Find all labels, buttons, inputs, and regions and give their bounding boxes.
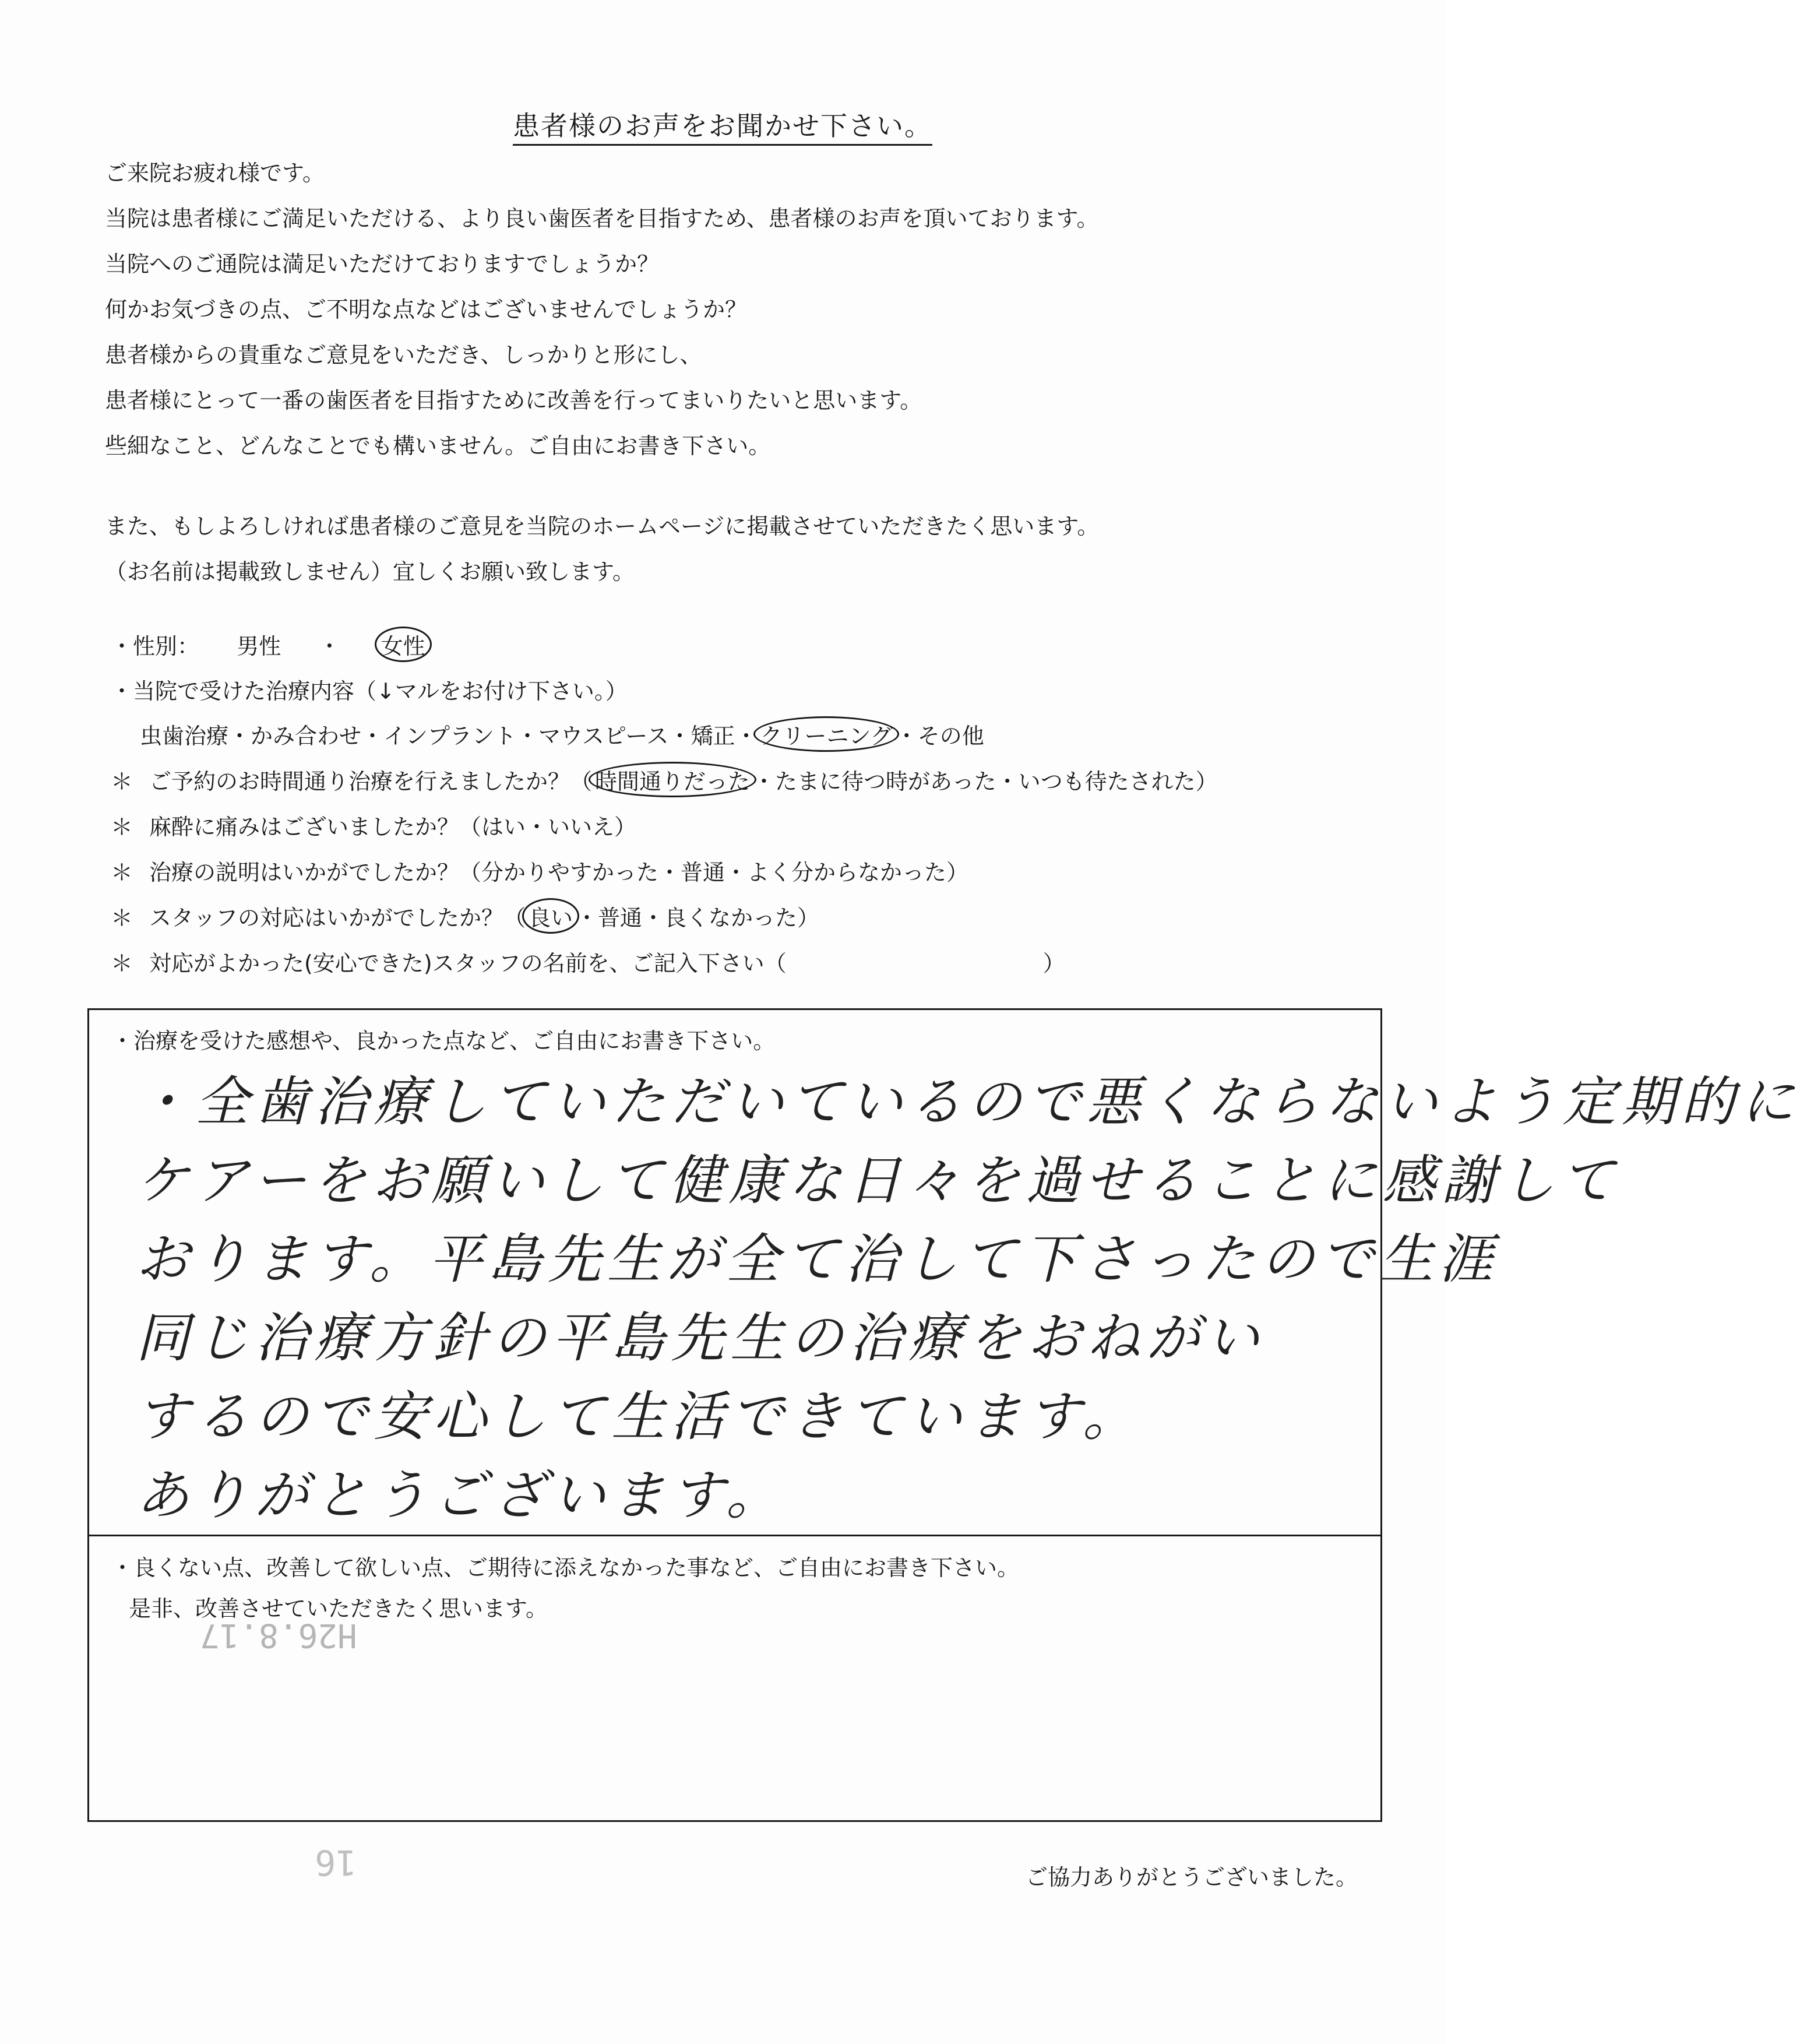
question-staff [111,900,819,932]
question-explanation [111,854,968,886]
handwritten-line: ・全歯治療していただいているので悪くならないよう定期的に [136,1071,1800,1133]
intro-line: ご来院お疲れ様です。 [105,160,325,186]
handwritten-line: おります。平島先生が全て治して下さったので生涯 [136,1228,1499,1290]
question-text: 対応がよかった(安心できた)スタッフの名前を、ご記入下さい（ [149,951,787,976]
handwritten-line: するので安心して生活できています。 [136,1385,1142,1448]
improvements-label-2: 是非、改善させていただきたく思います。 [129,1596,548,1621]
impressions-label: ・治療を受けた感想や、良かった点など、ご自由にお書き下さい。 [111,1028,776,1054]
handwritten-line: ありがとうございます。 [136,1464,785,1526]
impressions-handwritten[interactable] [136,1063,1800,1535]
answer-on-time[interactable]: 時間通りだった [589,762,756,797]
question-text: スタッフの対応はいかがでしたか？（ [149,905,526,931]
number-stamp: 16 [315,1842,357,1883]
question-appointment [111,764,1218,796]
question-text[interactable]: 治療の説明はいかがでしたか？（分かりやすかった・普通・よく分からなかった） [149,860,969,885]
intro-line: 患者様にとって一番の歯医者を目指すために改善を行ってまいりたいと思います。 [105,388,922,413]
page-title-text: 患者様のお声をお聞かせ下さい。 [513,110,932,146]
date-stamp: H26.8.17 [200,1616,357,1654]
intro-line: 患者様からの貴重なご意見をいただき、しっかりと形にし、 [105,342,702,368]
intro-line: （お名前は掲載致しません）宜しくお願い致します。 [105,559,635,585]
treatment-option-cleaning[interactable]: クリーニング [753,716,899,752]
improvements-label: ・良くない点、改善して欲しい点、ご期待に添えなかった事など、ご自由にお書き下さい。 [111,1555,1020,1581]
question-mark: ＊ [111,860,133,885]
intro-line: 当院へのご通院は満足いただけておりますでしょうか？ [105,251,660,277]
gender-question [111,628,428,660]
gender-label: ・性別： [111,634,200,659]
question-mark: ＊ [111,814,133,840]
question-close: ） [1042,951,1065,976]
answer-rest[interactable]: ・普通・良くなかった） [576,905,820,931]
intro-line: 些細なこと、どんなことでも構いません。ご自由にお書き下さい。 [105,433,771,459]
answer-good[interactable]: 良い [522,898,579,934]
gender-option-female[interactable]: 女性 [375,627,432,662]
question-text[interactable]: 麻酔に痛みはございましたか？（はい・いいえ） [149,814,637,840]
handwritten-line: 同じ治療方針の平島先生の治療をおねがい [136,1307,1266,1369]
intro-text [105,150,1358,594]
handwritten-line: ケアーをお願いして健康な日々を過せることに感謝して [136,1149,1621,1212]
treatment-options-after[interactable]: ・その他 [895,723,984,749]
gender-separator: ・ [318,634,341,659]
gender-option-male[interactable]: 男性 [237,634,281,659]
page-title [0,105,1445,143]
treatment-options-before[interactable]: 虫歯治療・かみ合わせ・インプラント・マウスピース・矯正・ [140,723,758,749]
question-staff-name [111,945,1065,977]
treatment-options [140,718,984,750]
question-mark: ＊ [111,951,133,976]
question-mark: ＊ [111,905,133,931]
box-divider [89,1535,1380,1536]
footer-thanks: ご協力ありがとうございました。 [1025,1864,1358,1890]
question-mark: ＊ [111,769,133,794]
question-anesthesia [111,809,636,841]
intro-line: また、もしよろしければ患者様のご意見を当院のホームページに掲載させていただきたく思います。 [105,513,1100,539]
intro-line: 何かお気づきの点、ご不明な点などはございませんでしょうか？ [105,297,748,322]
answer-rest[interactable]: ・たまに待つ時があった・いつも待たされた） [753,769,1218,794]
question-text: ご予約のお時間通り治療を行えましたか？（ [149,769,593,794]
treatment-label: ・当院で受けた治療内容（↓マルをお付け下さい。） [111,678,628,704]
comments-box [87,1008,1800,1822]
intro-line: 当院は患者様にご満足いただける、より良い歯医者を目指すため、患者様のお声を頂いております。 [105,206,1099,231]
